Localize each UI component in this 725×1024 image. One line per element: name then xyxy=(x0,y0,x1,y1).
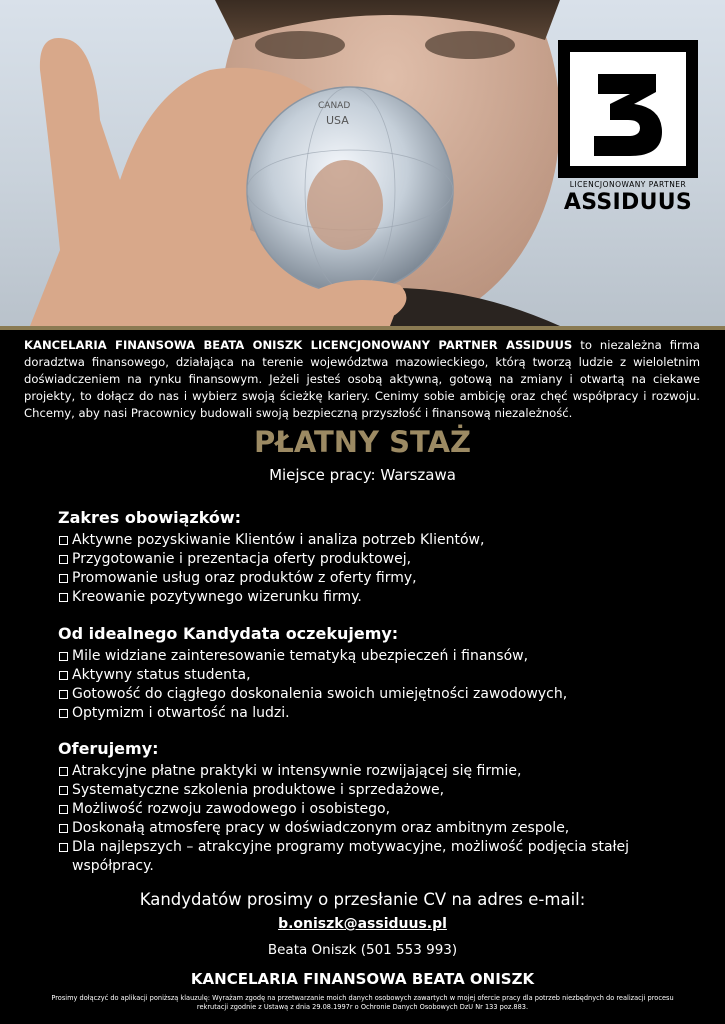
assiduus-logo xyxy=(558,40,698,215)
section-heading: Oferujemy: xyxy=(58,739,159,758)
checkbox-icon xyxy=(59,652,68,661)
svg-text:3: 3 xyxy=(570,52,571,53)
checkbox-icon xyxy=(59,593,68,602)
intro-body: to niezależna firma doradztwa finansowego, działająca na terenie województwa mazowieckiego, którą tworzą ludzie z wieloletnim doświadczeniem na rynku finansowym. Jeżeli jesteś osobą aktywną, gotową na zmiany i otwartą na ciekawe projekty, to dołącz do nas i wybierz swoją ścieżkę kariery. Cenimy sobie ambicję oraz chęć współpracy i rozwoju. Chcemy, aby nasi Pracownicy budowali swoją bezpieczną przyszłość i finansową niezależność. xyxy=(24,338,700,420)
reflected-face xyxy=(307,160,383,250)
list-item: Gotowość do ciągłego doskonalenia swoich umiejętności zawodowych, xyxy=(58,685,698,704)
section-heading: Od idealnego Kandydata oczekujemy: xyxy=(58,624,399,643)
eye-left xyxy=(255,31,345,59)
list-item: Optymizm i otwartość na ludzi. xyxy=(58,704,698,723)
list-item: Atrakcyjne płatne praktyki w intensywnie rozwijającej się firmie, xyxy=(58,762,698,781)
list-item: Aktywny status studenta, xyxy=(58,666,698,685)
logo-brand-name: ASSIDUUS xyxy=(563,190,693,215)
eye-right xyxy=(425,31,515,59)
cv-request: Kandydatów prosimy o przesłanie CV na adres e-mail: xyxy=(139,890,586,909)
intro-lead: KANCELARIA FINANSOWA BEATA ONISZK LICENCJONOWANY PARTNER ASSIDUUS xyxy=(24,338,573,352)
section-requirements xyxy=(58,623,698,723)
globe-label-usa: USA xyxy=(326,114,349,127)
logo-subtitle: LICENCJONOWANY PARTNER xyxy=(569,180,687,189)
list-item: Systematyczne szkolenia produktowe i sprzedażowe, xyxy=(58,781,698,800)
company-name: KANCELARIA FINANSOWA BEATA ONISZK xyxy=(190,970,535,988)
checkbox-icon xyxy=(59,805,68,814)
globe-label-canada: CANAD xyxy=(318,101,351,111)
checkbox-icon xyxy=(59,843,68,852)
requirements-list xyxy=(58,647,698,723)
checkbox-icon xyxy=(59,690,68,699)
checkbox-icon xyxy=(59,767,68,776)
intro-paragraph xyxy=(24,337,700,422)
list-item: Doskonałą atmosferę pracy w doświadczonym oraz ambitnym zespole, xyxy=(58,819,698,838)
logo-digit-3 xyxy=(570,52,686,166)
page-title: PŁATNY STAŻ xyxy=(253,425,472,459)
duties-list xyxy=(58,531,698,607)
section-duties xyxy=(58,507,698,607)
checkbox-icon xyxy=(59,574,68,583)
offer-list xyxy=(58,762,698,876)
logo-frame xyxy=(558,40,698,178)
gdpr-clause: Prosimy dołączyć do aplikacji poniższą klauzulę: Wyrażam zgodę na przetwarzanie moich danych osobowych zawartych w mojej ofercie pracy dla potrzeb niezbędnych do realizacji procesu rekrutacji zgodnie z Ustawą z dnia 29.08.1997r o Ochronie Danych Osobowych DzU Nr 133 poz.883. xyxy=(51,994,674,1011)
list-item: Promowanie usług oraz produktów z oferty firmy, xyxy=(58,569,698,588)
checkbox-icon xyxy=(59,786,68,795)
checkbox-icon xyxy=(59,555,68,564)
hero-photo xyxy=(0,0,725,326)
list-item: Dla najlepszych – atrakcyjne programy motywacyjne, możliwość podjęcia stałej współpracy. xyxy=(58,838,698,876)
gold-divider xyxy=(0,326,725,330)
list-item: Przygotowanie i prezentacja oferty produktowej, xyxy=(58,550,698,569)
contact-person: Beata Oniszk (501 553 993) xyxy=(267,942,458,958)
checkbox-icon xyxy=(59,536,68,545)
list-item: Aktywne pozyskiwanie Klientów i analiza potrzeb Klientów, xyxy=(58,531,698,550)
checkbox-icon xyxy=(59,671,68,680)
list-item: Mile widziane zainteresowanie tematyką ubezpieczeń i finansów, xyxy=(58,647,698,666)
email-link[interactable]: b.oniszk@assiduus.pl xyxy=(278,916,447,932)
job-location: Miejsce pracy: Warszawa xyxy=(269,466,456,484)
list-item: Kreowanie pozytywnego wizerunku firmy. xyxy=(58,588,698,607)
section-heading: Zakres obowiązków: xyxy=(58,508,242,527)
checkbox-icon xyxy=(59,709,68,718)
list-item: Możliwość rozwoju zawodowego i osobistego, xyxy=(58,800,698,819)
section-offer xyxy=(58,738,698,876)
checkbox-icon xyxy=(59,824,68,833)
